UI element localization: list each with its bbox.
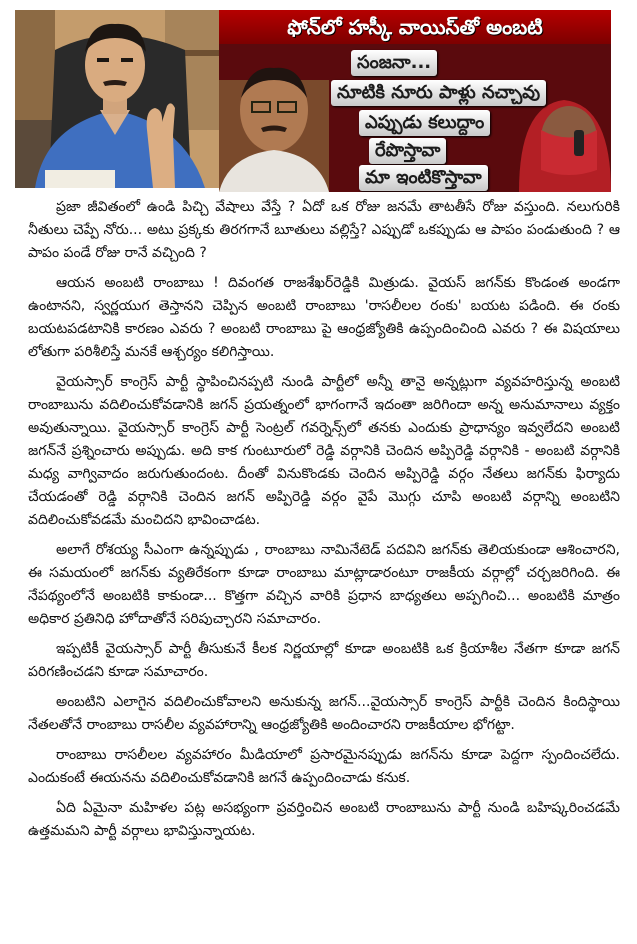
banner-caption-line: నూటికి నూరు పాళ్లు నచ్చావు	[331, 80, 546, 106]
article-paragraph: ఇప్పటికీ వైయస్సార్ పార్టీ తీసుకునే కీలక నిర్ణయాల్లో కూడా అంబటికి ఒక క్రియాశీల నేతగా కూడా జగన్ పరిగణించడని కూడా సమాచారం.	[28, 641, 620, 680]
article-paragraph: వైయస్సార్ కాంగ్రెస్ పార్టీ స్థాపించినప్పటి నుండి పార్టీలో అన్నీ తానై అన్నట్లుగా వ్యవహరిస్తున్న అంబటి రాంబాబును వదిలించుకోవడానికి జగన్ ప్రయత్నంలో భాగంగానే ఇదంతా జరిగిందా అన్న అనుమానాలు వ్యక్తం అవుతున్నాయి. వైయస్సార్ కాంగ్రెస్ పార్టీ సెంట్రల్ గవర్నెన్స్‌లో తనకు ఎందుకు ప్రాధాన్యం ఇవ్వలేదని అంబటి జగన్‌నే ప్రశ్నించారు అప్పుడు. అది కాక గుంటూరులో రెడ్డి వర్గానికి చెందిన అప్పిరెడ్డి వర్గానికి - అంబటి వర్గానికి మధ్య వాగ్వివాదం జరుగుతుందంట. దీంతో వినుకొండకు చెందిన అప్పిరెడ్డి వర్గం నేతలు జగన్‌కు ఫిర్యాదు చేయడంతో రెడ్డి వర్గానికి చెందిన జగన్ అప్పిరెడ్డి వర్గం వైపే మొగ్గు చూపి అంబటి వర్గాన్ని అంబటిని వదిలించుకోవడమే మంచిదని భావించాడట.	[28, 374, 620, 528]
article-paragraph: ఏది ఏమైనా మహిళల పట్ల అసభ్యంగా ప్రవర్తించిన అంబటి రాంబాబును పార్టీ నుండి బహిష్కరించడమే ఉత్తమమని పార్టీ వర్గాలు భావిస్తున్నాయట.	[28, 800, 620, 839]
jagan-photo	[15, 10, 219, 188]
article-paragraph: ప్రజా జీవితంలో ఉండి పిచ్చి వేషాలు వేస్తే ? ఏదో ఒక రోజు జనమే తాటతీసే రోజు వస్తుంది. నలుగురికి నీతులు చెప్పే నోరు... అటు ప్రక్కకు తిరగగానే బూతులు వల్లిస్తే? ఎప్పుడో ఒకప్పుడు ఆ పాపం పండుతుంది ? ఆ పాపం పండే రోజు రానే వచ్చింది ?	[28, 199, 620, 261]
article-paragraph: రాంబాబు రాసలీలల వ్యవహారం మీడియాలో ప్రసారమైనప్పుడు జగన్‌ను కూడా పెద్దగా స్పందించలేదు. ఎందుకంటే ఈయనను వదిలించుకోవడానికి జగనే ఉప్పందించాడు కనుక.	[28, 747, 620, 786]
banner-caption-line: మా ఇంటికొస్తావా	[359, 165, 488, 191]
banner-caption-line: సంజనా...	[351, 50, 437, 76]
banner-title: ఫోన్‌లో హస్కీ వాయిస్‌తో అంబటి	[219, 10, 611, 44]
article-paragraph: అలాగే రోశయ్య సీఎంగా ఉన్నప్పుడు , రాంబాబు నామినేటెడ్ పదవిని జగన్‌కు తెలియకుండా ఆశించారని, ఈ సమయంలో జగన్‌కు వ్యతిరేకంగా కూడా రాంబాబు మాట్లాడారంటూ రాజకీయ వర్గాల్లో చర్చజరిగింది. ఈ నేపథ్యంలోనే అంబటికి కాకుండా... కొత్తగా వచ్చిన వారికి ప్రధాన బాధ్యతలు అప్పగించి... అంబటికి మాత్రం అధికార ప్రతినిధి హోదాతోనే సరిపుచ్చారని సమాచారం.	[28, 542, 620, 627]
news-banner	[219, 10, 611, 192]
article-paragraph: ఆయన అంబటి రాంబాబు ! దివంగత రాజశేఖర్‌రెడ్డికి మిత్రుడు. వైయస్ జగన్‌కు కొండంత అండగా ఉంటానని, స్వర్ణయుగ తెస్తానని చెప్పిన అంబటి రాంబాబు 'రాసలీలల రంకు' బయట పడింది. ఈ రంకు బయటపడటానికి కారణం ఎవరు ? అంబటి రాంబాబు పై ఆంధ్రజ్యోతికి ఉప్పందించింది ఎవరు ? ఈ విషయాలు లోతుగా పరిశీలిస్తే మనకే ఆశ్చర్యం కలిగిస్తాయి.	[28, 275, 620, 360]
jagan-illustration	[15, 10, 219, 188]
article-body	[28, 196, 620, 850]
banner-caption-line: ఎప్పుడు కలుద్దాం	[359, 110, 490, 136]
article-paragraph: అంబటిని ఎలాగైన వదిలించుకోవాలని అనుకున్న జగన్...వైయస్సార్ కాంగ్రెస్ పార్టీకి చెందిన కిందిస్థాయి నేతలతోనే రాంబాబు రాసలీల వ్యవహారాన్ని ఆంధ్రజ్యోతికి అందించారని రాజకీయాల భోగట్టా.	[28, 694, 620, 733]
banner-caption-line: రేపొస్తావా	[369, 138, 446, 164]
